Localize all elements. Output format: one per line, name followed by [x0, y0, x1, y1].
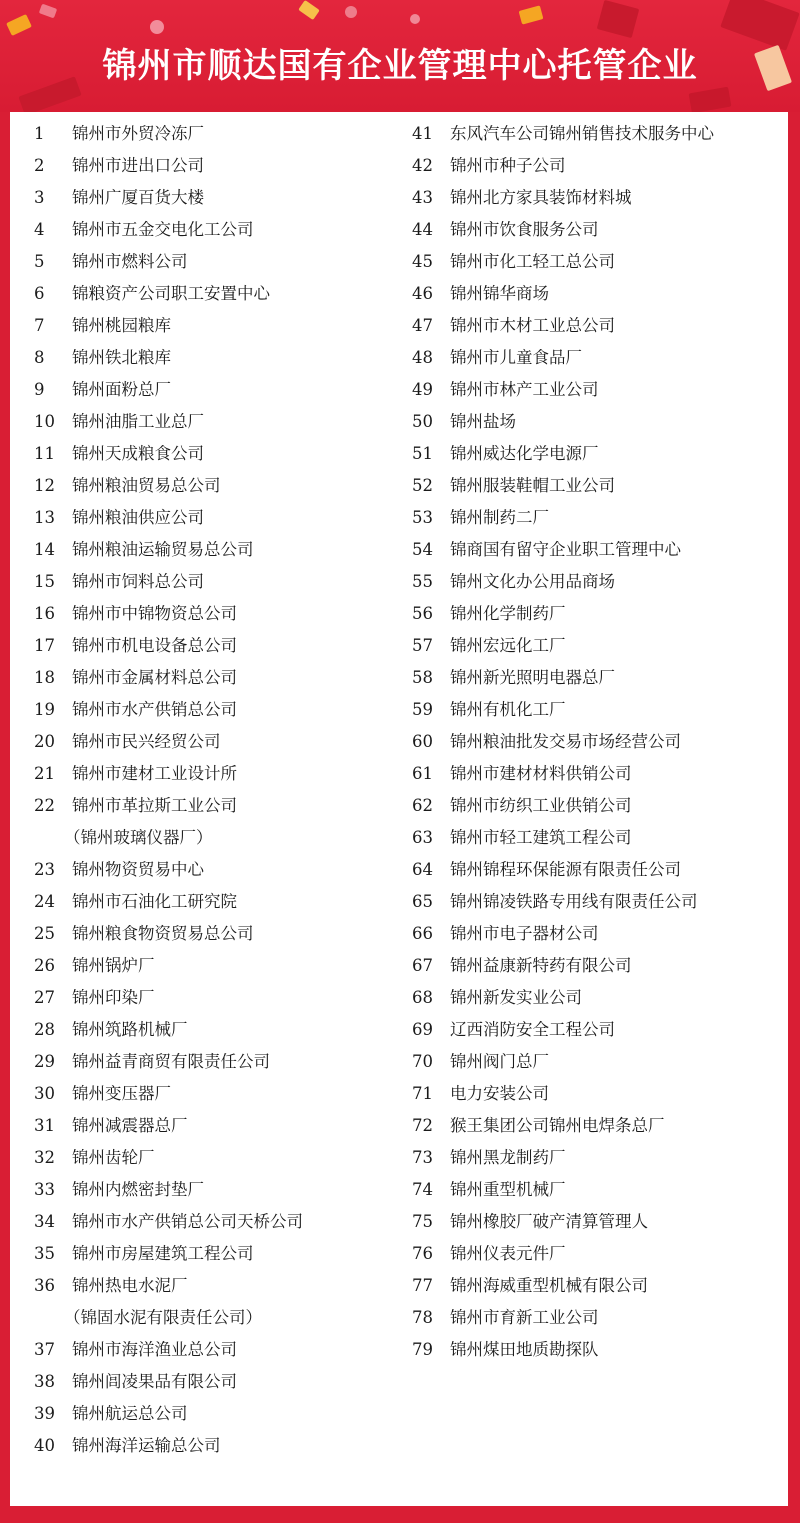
item-name: 锦州市金属材料总公司	[72, 668, 237, 687]
list-item	[34, 922, 303, 954]
item-number: 28	[34, 1020, 55, 1039]
list-item	[412, 506, 714, 538]
confetti-decoration	[597, 0, 640, 38]
list-item	[412, 570, 714, 602]
item-name: 锦州筑路机械厂	[72, 1020, 188, 1039]
item-number: 18	[34, 668, 55, 687]
item-name: 锦州印染厂	[72, 988, 155, 1007]
list-item	[34, 1178, 303, 1210]
item-number: 68	[412, 988, 433, 1007]
item-number: 66	[412, 924, 433, 943]
item-number: 65	[412, 892, 433, 911]
list-item	[34, 186, 303, 218]
list-item	[412, 1210, 714, 1242]
item-name: 锦州面粉总厂	[72, 380, 171, 399]
list-item	[412, 1178, 714, 1210]
list-item	[34, 1210, 303, 1242]
item-name: 锦州化学制药厂	[450, 604, 566, 623]
item-number: 55	[412, 572, 433, 591]
list-item	[34, 1402, 303, 1434]
item-number: 47	[412, 316, 433, 335]
item-name: 锦州减震器总厂	[72, 1116, 188, 1135]
item-name: 锦州广厦百货大楼	[72, 188, 204, 207]
list-item	[34, 1274, 303, 1306]
item-name: 锦州橡胶厂破产清算管理人	[450, 1212, 648, 1231]
list-item	[412, 186, 714, 218]
item-number: 64	[412, 860, 433, 879]
enterprise-list-panel	[10, 112, 788, 1506]
item-number: 3	[34, 188, 45, 207]
item-number: 7	[34, 316, 45, 335]
list-item	[412, 378, 714, 410]
item-number: 15	[34, 572, 55, 591]
item-name: 锦州盐场	[450, 412, 516, 431]
confetti-decoration	[345, 6, 357, 18]
list-item	[34, 1018, 303, 1050]
list-item	[412, 1242, 714, 1274]
item-number: 49	[412, 380, 433, 399]
list-item	[412, 698, 714, 730]
item-name: 锦州油脂工业总厂	[72, 412, 204, 431]
confetti-decoration	[689, 87, 732, 112]
item-name: 锦州市机电设备总公司	[72, 636, 237, 655]
item-name: 锦州服装鞋帽工业公司	[450, 476, 615, 495]
item-number: 12	[34, 476, 55, 495]
item-number: 37	[34, 1340, 55, 1359]
item-name: 锦州天成粮食公司	[72, 444, 204, 463]
item-number: 74	[412, 1180, 433, 1199]
item-number: 78	[412, 1308, 433, 1327]
item-number: 17	[34, 636, 55, 655]
list-item	[34, 218, 303, 250]
item-number: 79	[412, 1340, 433, 1359]
item-number: 29	[34, 1052, 55, 1071]
item-number: 32	[34, 1148, 55, 1167]
item-name: 锦州铁北粮库	[72, 348, 171, 367]
item-number: 34	[34, 1212, 55, 1231]
list-item	[34, 410, 303, 442]
list-item	[412, 858, 714, 890]
item-number: 2	[34, 156, 45, 175]
item-name: 锦州锅炉厂	[72, 956, 155, 975]
item-name: 锦州市电子器材公司	[450, 924, 599, 943]
list-item	[412, 1114, 714, 1146]
item-number: 6	[34, 284, 45, 303]
item-name: 锦州市革拉斯工业公司	[72, 796, 237, 815]
header-banner	[0, 0, 800, 112]
list-item	[412, 634, 714, 666]
item-name: 电力安装公司	[450, 1084, 549, 1103]
item-name: 锦商国有留守企业职工管理中心	[450, 540, 681, 559]
item-number: 36	[34, 1276, 55, 1295]
list-item	[34, 858, 303, 890]
item-number: 70	[412, 1052, 433, 1071]
confetti-decoration	[39, 4, 57, 19]
item-number: 54	[412, 540, 433, 559]
list-item	[34, 1338, 303, 1370]
item-number: 21	[34, 764, 55, 783]
item-name: 锦州市轻工建筑工程公司	[450, 828, 632, 847]
item-number: 10	[34, 412, 55, 431]
list-item	[412, 890, 714, 922]
item-number: 52	[412, 476, 433, 495]
list-item	[34, 762, 303, 794]
item-number: 57	[412, 636, 433, 655]
item-number: 30	[34, 1084, 55, 1103]
item-number: 46	[412, 284, 433, 303]
item-name: 锦州市水产供销总公司	[72, 700, 237, 719]
item-number: 56	[412, 604, 433, 623]
list-item	[34, 1114, 303, 1146]
item-number: 4	[34, 220, 45, 239]
item-name: 锦州物资贸易中心	[72, 860, 204, 879]
item-name: 锦州热电水泥厂	[72, 1276, 188, 1295]
list-item	[34, 986, 303, 1018]
item-name: 锦州市海洋渔业总公司	[72, 1340, 237, 1359]
list-item	[412, 314, 714, 346]
item-number: 75	[412, 1212, 433, 1231]
list-item	[412, 282, 714, 314]
item-name: 锦州重型机械厂	[450, 1180, 566, 1199]
list-item	[412, 1018, 714, 1050]
list-item	[412, 922, 714, 954]
list-item	[34, 250, 303, 282]
page-title: 锦州市顺达国有企业管理中心托管企业	[102, 46, 698, 86]
item-name: 锦州变压器厂	[72, 1084, 171, 1103]
item-name: 锦州海威重型机械有限公司	[450, 1276, 648, 1295]
list-item	[412, 218, 714, 250]
list-item	[34, 890, 303, 922]
item-name: 东风汽车公司锦州销售技术服务中心	[450, 124, 714, 143]
item-number: 19	[34, 700, 55, 719]
item-name: 猴王集团公司锦州电焊条总厂	[450, 1116, 665, 1135]
list-item	[412, 1050, 714, 1082]
list-item	[34, 474, 303, 506]
item-name: 锦州文化办公用品商场	[450, 572, 615, 591]
item-number: 53	[412, 508, 433, 527]
item-name: 锦州黑龙制药厂	[450, 1148, 566, 1167]
item-number: 25	[34, 924, 55, 943]
list-item	[412, 122, 714, 154]
left-column	[34, 122, 303, 1466]
item-number: 77	[412, 1276, 433, 1295]
item-name: 锦州市儿童食品厂	[450, 348, 582, 367]
item-name: 锦州粮油批发交易市场经营公司	[450, 732, 681, 751]
item-number: 33	[34, 1180, 55, 1199]
item-name: 锦州市纺织工业供销公司	[450, 796, 632, 815]
item-number: 48	[412, 348, 433, 367]
list-item	[34, 442, 303, 474]
item-name: 锦州市中锦物资总公司	[72, 604, 237, 623]
list-item	[34, 1082, 303, 1114]
item-number: 61	[412, 764, 433, 783]
list-item	[34, 666, 303, 698]
confetti-decoration	[410, 14, 420, 24]
item-name: 锦州市民兴经贸公司	[72, 732, 221, 751]
list-item	[34, 506, 303, 538]
item-number: 35	[34, 1244, 55, 1263]
item-name: 锦州新光照明电器总厂	[450, 668, 615, 687]
item-name: 锦州市林产工业公司	[450, 380, 599, 399]
item-number: 50	[412, 412, 433, 431]
item-number: 71	[412, 1084, 433, 1103]
item-name: 锦州锦程环保能源有限责任公司	[450, 860, 681, 879]
item-number: 51	[412, 444, 433, 463]
item-number: 9	[34, 380, 45, 399]
list-item	[34, 314, 303, 346]
item-number: 39	[34, 1404, 55, 1423]
list-item	[412, 346, 714, 378]
item-number: 5	[34, 252, 45, 271]
list-item	[34, 1050, 303, 1082]
item-number: 38	[34, 1372, 55, 1391]
item-name: 锦州市建材工业设计所	[72, 764, 237, 783]
item-name: 锦州煤田地质勘探队	[450, 1340, 599, 1359]
list-item	[412, 250, 714, 282]
item-number: 41	[412, 124, 433, 143]
list-item	[412, 1274, 714, 1306]
list-item	[34, 282, 303, 314]
list-item	[412, 474, 714, 506]
list-item	[412, 762, 714, 794]
list-item	[412, 410, 714, 442]
item-name: 锦州北方家具装饰材料城	[450, 188, 632, 207]
item-name: 锦州市房屋建筑工程公司	[72, 1244, 254, 1263]
item-name: 锦州粮油贸易总公司	[72, 476, 221, 495]
item-name: 锦州锦凌铁路专用线有限责任公司	[450, 892, 698, 911]
item-number: 13	[34, 508, 55, 527]
list-item	[412, 1306, 714, 1338]
item-name: 锦州益青商贸有限责任公司	[72, 1052, 270, 1071]
list-item	[412, 826, 714, 858]
item-name: 锦州市种子公司	[450, 156, 566, 175]
list-item	[412, 1146, 714, 1178]
item-number: 62	[412, 796, 433, 815]
item-subname: （锦州玻璃仪器厂）	[64, 828, 213, 847]
list-item	[34, 122, 303, 154]
item-name: 锦州市水产供销总公司天桥公司	[72, 1212, 303, 1231]
item-number: 45	[412, 252, 433, 271]
item-number: 67	[412, 956, 433, 975]
item-number: 31	[34, 1116, 55, 1135]
item-number: 72	[412, 1116, 433, 1135]
item-name: 锦州海洋运输总公司	[72, 1436, 221, 1455]
item-name: 锦州阀门总厂	[450, 1052, 549, 1071]
item-number: 1	[34, 124, 45, 143]
item-name: 锦州市化工轻工总公司	[450, 252, 615, 271]
item-number: 24	[34, 892, 55, 911]
item-number: 20	[34, 732, 55, 751]
list-item	[34, 538, 303, 570]
list-item	[412, 1338, 714, 1370]
list-item	[34, 154, 303, 186]
list-item	[34, 954, 303, 986]
list-item	[34, 378, 303, 410]
item-name: 锦州齿轮厂	[72, 1148, 155, 1167]
list-item	[34, 1434, 303, 1466]
item-name: 锦州市饲料总公司	[72, 572, 204, 591]
list-item	[34, 1242, 303, 1274]
list-item	[34, 1146, 303, 1178]
item-name: 锦粮资产公司职工安置中心	[72, 284, 270, 303]
confetti-decoration	[150, 20, 164, 34]
confetti-decoration	[519, 5, 544, 24]
item-number: 59	[412, 700, 433, 719]
list-item	[34, 1370, 303, 1402]
item-number: 63	[412, 828, 433, 847]
item-name: 锦州宏远化工厂	[450, 636, 566, 655]
item-number: 44	[412, 220, 433, 239]
item-name: 锦州锦华商场	[450, 284, 549, 303]
right-column	[412, 122, 714, 1370]
item-name: 锦州闾凌果品有限公司	[72, 1372, 237, 1391]
item-name: 锦州内燃密封垫厂	[72, 1180, 204, 1199]
item-number: 14	[34, 540, 55, 559]
item-name: 锦州市建材材料供销公司	[450, 764, 632, 783]
item-name: 锦州威达化学电源厂	[450, 444, 599, 463]
list-item	[34, 570, 303, 602]
list-item	[34, 602, 303, 634]
item-name: 锦州市外贸冷冻厂	[72, 124, 204, 143]
item-number: 23	[34, 860, 55, 879]
item-number: 76	[412, 1244, 433, 1263]
item-number: 8	[34, 348, 45, 367]
list-item	[34, 346, 303, 378]
item-name: 锦州航运总公司	[72, 1404, 188, 1423]
item-number: 26	[34, 956, 55, 975]
item-name: 锦州粮油供应公司	[72, 508, 204, 527]
item-number: 27	[34, 988, 55, 1007]
list-item	[412, 442, 714, 474]
item-name: 锦州益康新特药有限公司	[450, 956, 632, 975]
item-name: 锦州制药二厂	[450, 508, 549, 527]
item-number: 58	[412, 668, 433, 687]
item-number: 11	[34, 444, 55, 463]
item-number: 40	[34, 1436, 55, 1455]
item-name: 锦州市石油化工研究院	[72, 892, 237, 911]
list-item	[412, 154, 714, 186]
item-name: 锦州新发实业公司	[450, 988, 582, 1007]
item-name: 锦州市五金交电化工公司	[72, 220, 254, 239]
item-number: 73	[412, 1148, 433, 1167]
item-name: 锦州市育新工业公司	[450, 1308, 599, 1327]
list-item	[412, 954, 714, 986]
item-name: 锦州桃园粮库	[72, 316, 171, 335]
confetti-decoration	[6, 14, 32, 36]
item-number: 22	[34, 796, 55, 815]
item-name: 辽西消防安全工程公司	[450, 1020, 615, 1039]
item-number: 16	[34, 604, 55, 623]
list-item	[412, 666, 714, 698]
item-subname: （锦固水泥有限责任公司）	[64, 1308, 262, 1327]
list-item	[412, 794, 714, 826]
list-item	[412, 602, 714, 634]
list-item	[34, 634, 303, 666]
list-item	[34, 794, 303, 826]
item-name: 锦州市木材工业总公司	[450, 316, 615, 335]
list-item	[412, 538, 714, 570]
item-name: 锦州市进出口公司	[72, 156, 204, 175]
list-item	[34, 730, 303, 762]
list-item	[412, 986, 714, 1018]
list-item	[412, 730, 714, 762]
item-name: 锦州粮油运输贸易总公司	[72, 540, 254, 559]
item-name: 锦州有机化工厂	[450, 700, 566, 719]
item-number: 43	[412, 188, 433, 207]
item-name: 锦州粮食物资贸易总公司	[72, 924, 254, 943]
item-number: 42	[412, 156, 433, 175]
confetti-decoration	[298, 0, 320, 20]
item-name: 锦州市燃料公司	[72, 252, 188, 271]
list-item	[34, 698, 303, 730]
item-number: 60	[412, 732, 433, 751]
item-name: 锦州仪表元件厂	[450, 1244, 566, 1263]
item-name: 锦州市饮食服务公司	[450, 220, 599, 239]
item-number: 69	[412, 1020, 433, 1039]
list-item	[412, 1082, 714, 1114]
